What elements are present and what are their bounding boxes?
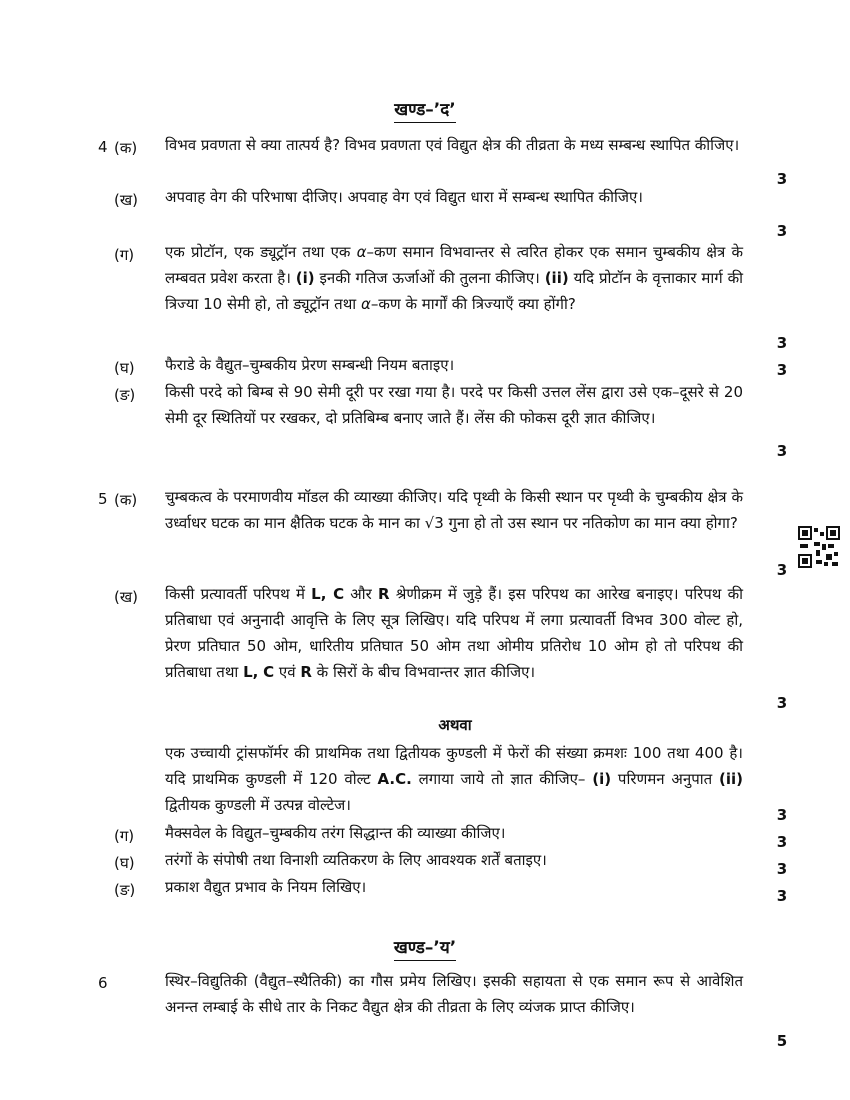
alpha-symbol: α	[360, 295, 371, 313]
q4-part-label-ka: (क)	[114, 139, 138, 157]
q5-part-label-ga: (ग)	[114, 827, 135, 845]
q4-part-label-ga: (ग)	[114, 246, 135, 264]
q4-part-kha-marks: 3	[776, 222, 788, 240]
q5-part-nga-text: प्रकाश वैद्युत प्रभाव के नियम लिखिए।	[165, 878, 367, 896]
q4-part-ga-marks: 3	[776, 334, 788, 352]
q5-part-kha-marks: 3	[776, 694, 788, 712]
question-number-6: 6	[98, 974, 108, 992]
q4-part-label-kha: (ख)	[114, 191, 138, 209]
q4-part-gha-marks: 3	[776, 361, 788, 379]
q5-or-part-text: एक उच्चायी ट्रांसफॉर्मर की प्राथमिक तथा द्वितीयक कुण्डली में फेरों की संख्या क्रमशः 100 तथा 400 है। यदि प्राथमिक कुण्डली में 120 वोल्ट A.C. लगाया जाये तो ज्ञात कीजिए– (i) परिणमन अनुपात (ii) द्वितीयक कुण्डली में उत्पन्न वोल्टेज।	[165, 744, 743, 814]
q4-part-kha-text: अपवाह वेग की परिभाषा दीजिए। अपवाह वेग एवं विद्युत धारा में सम्बन्ध स्थापित कीजिए।	[165, 188, 643, 206]
q5-part-kha-text: किसी प्रत्यावर्ती परिपथ में L, C और R श्रेणीक्रम में जुड़े हैं। इस परिपथ का आरेख बनाइए। परिपथ की प्रतिबाधा एवं अनुनादी आवृत्ति के लिए सूत्र लिखिए। यदि परिपथ में लगा प्रत्यावर्ती विभव 300 वोल्ट हो, प्रेरण प्रतिघात 50 ओम, धारितीय प्रतिघात 50 ओम तथा ओमीय प्रतिरोध 10 ओम हो तो परिपथ की प्रतिबाधा तथा L, C एवं R के सिरों के बीच विभवान्तर ज्ञात कीजिए।	[165, 585, 743, 681]
q5-part-label-nga: (ङ)	[114, 881, 136, 899]
or-label: अथवा	[438, 716, 472, 734]
q5-part-gha-marks: 3	[776, 860, 788, 878]
question-number-4: 4	[98, 138, 108, 156]
qr-code-icon	[798, 526, 840, 568]
q5-part-ka-marks: 3	[776, 561, 788, 579]
q6-marks: 5	[776, 1032, 788, 1050]
alpha-symbol: α	[356, 243, 367, 261]
question-number-5: 5	[98, 490, 108, 508]
q6-text: स्थिर–विद्युतिकी (वैद्युत–स्थैतिकी) का गौस प्रमेय लिखिए। इसकी सहायता से एक समान रूप से आवेशित अनन्त लम्बाई के सीधे तार के निकट वैद्युत क्षेत्र की तीव्रता के लिए व्यंजक प्राप्त कीजिए।	[165, 972, 743, 1016]
q4-part-label-nga: (ङ)	[114, 386, 136, 404]
q5-part-ga-marks: 3	[776, 833, 788, 851]
section-heading-d: खण्ड–’द’	[0, 97, 850, 120]
q4-part-nga-text: किसी परदे को बिम्ब से 90 सेमी दूरी पर रखा गया है। परदे पर किसी उत्तल लेंस द्वारा उसे एक–दूसरे से 20 सेमी दूर स्थितियों पर रखकर, दो प्रतिबिम्ब बनाए जाते हैं। लेंस की फोकस दूरी ज्ञात कीजिए।	[165, 383, 743, 427]
q4-part-ka-text: विभव प्रवणता से क्या तात्पर्य है? विभव प्रवणता एवं विद्युत क्षेत्र की तीव्रता के मध्य सम्बन्ध स्थापित कीजिए।	[165, 136, 740, 154]
q4-part-label-gha: (घ)	[114, 359, 135, 377]
q5-part-label-kha: (ख)	[114, 588, 138, 606]
q4-part-nga-marks: 3	[776, 442, 788, 460]
q4-part-gha-text: फैराडे के वैद्युत–चुम्बकीय प्रेरण सम्बन्धी नियम बताइए।	[165, 356, 455, 374]
q4-part-ka-marks: 3	[776, 170, 788, 188]
q5-part-gha-text: तरंगों के संपोषी तथा विनाशी व्यतिकरण के लिए आवश्यक शर्तें बताइए।	[165, 851, 547, 869]
q5-part-label-gha: (घ)	[114, 854, 135, 872]
sqrt-three: √3	[424, 514, 444, 532]
q5-or-part-marks: 3	[776, 806, 788, 824]
q5-part-label-ka: (क)	[114, 491, 138, 509]
q4-part-ga-text: एक प्रोटॉन, एक ड्यूट्रॉन तथा एक α–कण समान विभवान्तर से त्वरित होकर एक समान चुम्बकीय क्षेत्र के लम्बवत प्रवेश करता है। (i) इनकी गतिज ऊर्जाओं की तुलना कीजिए। (ii) यदि प्रोटॉन के वृत्ताकार मार्ग की त्रिज्या 10 सेमी हो, तो ड्यूट्रॉन तथा α–कण के मार्गों की त्रिज्याएँ क्या होंगी?	[165, 243, 744, 313]
q5-part-nga-marks: 3	[776, 887, 788, 905]
q5-part-ga-text: मैक्सवेल के विद्युत–चुम्बकीय तरंग सिद्धान्त की व्याख्या कीजिए।	[165, 824, 506, 842]
q5-part-ka-text: चुम्बकत्व के परमाणवीय मॉडल की व्याख्या कीजिए। यदि पृथ्वी के किसी स्थान पर पृथ्वी के चुम्बकीय क्षेत्र के उर्ध्वाधर घटक का मान क्षैतिक घटक के मान का √3 गुना हो तो उस स्थान पर नतिकोण का मान क्या होगा?	[165, 488, 743, 532]
section-heading-y: खण्ड–’य’	[0, 935, 850, 958]
